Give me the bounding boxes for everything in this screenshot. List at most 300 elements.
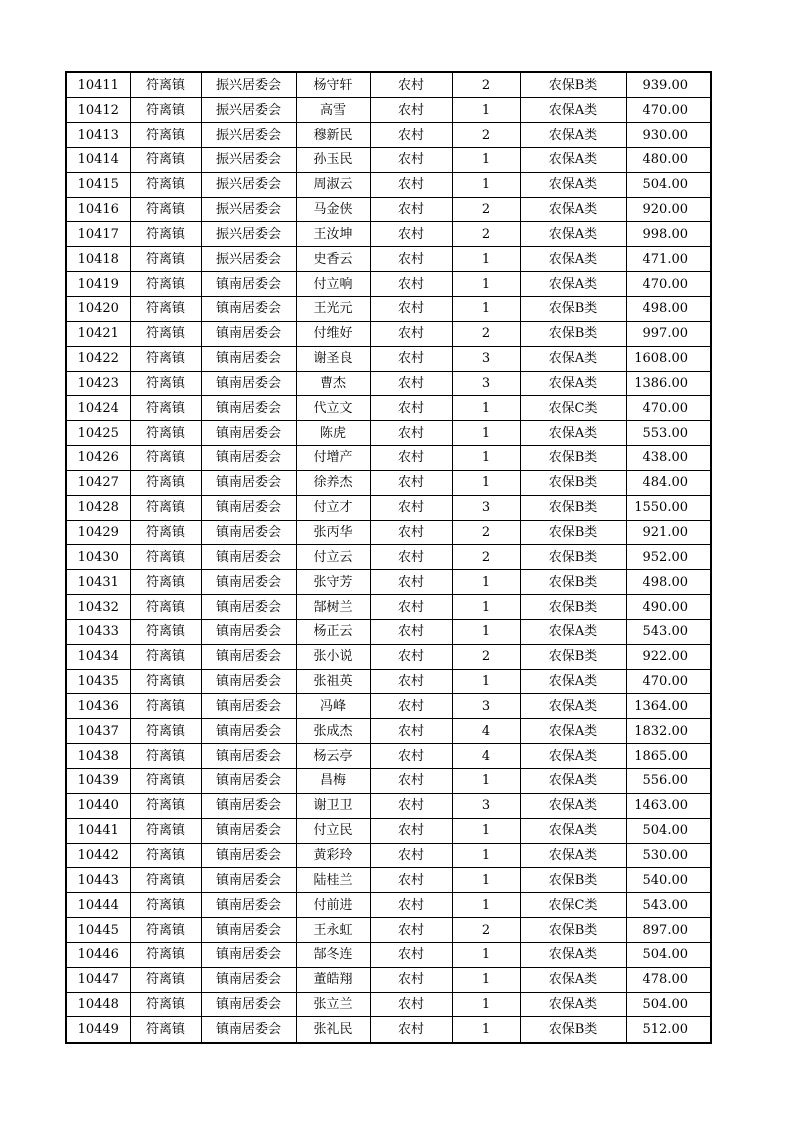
cell-count: 1	[452, 446, 520, 471]
cell-name: 杨云亭	[296, 744, 370, 769]
cell-category: 农村	[370, 992, 452, 1017]
table-body	[66, 72, 711, 1043]
cell-id: 10443	[66, 868, 130, 893]
cell-insurance-type: 农保B类	[520, 570, 626, 595]
table-row	[66, 172, 711, 197]
cell-name: 付增产	[296, 446, 370, 471]
cell-town: 符离镇	[130, 495, 201, 520]
table-row	[66, 918, 711, 943]
cell-town: 符离镇	[130, 793, 201, 818]
cell-committee: 镇南居委会	[201, 619, 296, 644]
cell-amount: 921.00	[626, 520, 711, 545]
cell-amount: 930.00	[626, 123, 711, 148]
cell-committee: 镇南居委会	[201, 545, 296, 570]
table-row	[66, 247, 711, 272]
cell-town: 符离镇	[130, 942, 201, 967]
cell-amount: 480.00	[626, 147, 711, 172]
cell-town: 符离镇	[130, 744, 201, 769]
cell-committee: 镇南居委会	[201, 346, 296, 371]
cell-name: 张守芳	[296, 570, 370, 595]
cell-committee: 镇南居委会	[201, 992, 296, 1017]
cell-id: 10421	[66, 321, 130, 346]
table-row	[66, 147, 711, 172]
cell-id: 10432	[66, 595, 130, 620]
cell-amount: 498.00	[626, 570, 711, 595]
cell-name: 史香云	[296, 247, 370, 272]
cell-name: 冯峰	[296, 694, 370, 719]
cell-committee: 镇南居委会	[201, 868, 296, 893]
cell-name: 高雪	[296, 98, 370, 123]
table-row	[66, 421, 711, 446]
cell-committee: 镇南居委会	[201, 843, 296, 868]
cell-amount: 1550.00	[626, 495, 711, 520]
cell-id: 10413	[66, 123, 130, 148]
cell-name: 董皓翔	[296, 967, 370, 992]
cell-category: 农村	[370, 296, 452, 321]
cell-category: 农村	[370, 619, 452, 644]
cell-committee: 镇南居委会	[201, 669, 296, 694]
cell-insurance-type: 农保A类	[520, 719, 626, 744]
cell-count: 1	[452, 296, 520, 321]
table-row	[66, 694, 711, 719]
cell-count: 1	[452, 147, 520, 172]
cell-count: 2	[452, 72, 520, 98]
cell-id: 10428	[66, 495, 130, 520]
cell-id: 10446	[66, 942, 130, 967]
cell-count: 1	[452, 1017, 520, 1043]
cell-count: 1	[452, 893, 520, 918]
cell-category: 农村	[370, 644, 452, 669]
cell-category: 农村	[370, 98, 452, 123]
cell-town: 符离镇	[130, 644, 201, 669]
cell-insurance-type: 农保A类	[520, 98, 626, 123]
cell-insurance-type: 农保A类	[520, 147, 626, 172]
cell-category: 农村	[370, 570, 452, 595]
cell-id: 10426	[66, 446, 130, 471]
cell-insurance-type: 农保B类	[520, 868, 626, 893]
cell-committee: 镇南居委会	[201, 893, 296, 918]
cell-name: 杨正云	[296, 619, 370, 644]
cell-amount: 543.00	[626, 619, 711, 644]
cell-committee: 振兴居委会	[201, 222, 296, 247]
table-row	[66, 570, 711, 595]
cell-name: 谢卫卫	[296, 793, 370, 818]
cell-name: 郜树兰	[296, 595, 370, 620]
cell-committee: 振兴居委会	[201, 197, 296, 222]
cell-count: 3	[452, 371, 520, 396]
cell-town: 符离镇	[130, 992, 201, 1017]
cell-category: 农村	[370, 669, 452, 694]
cell-committee: 振兴居委会	[201, 147, 296, 172]
cell-name: 孙玉民	[296, 147, 370, 172]
cell-committee: 镇南居委会	[201, 470, 296, 495]
cell-category: 农村	[370, 396, 452, 421]
cell-amount: 997.00	[626, 321, 711, 346]
cell-count: 1	[452, 843, 520, 868]
table-row	[66, 371, 711, 396]
cell-insurance-type: 农保A类	[520, 942, 626, 967]
cell-name: 谢圣良	[296, 346, 370, 371]
cell-category: 农村	[370, 346, 452, 371]
cell-town: 符离镇	[130, 172, 201, 197]
cell-town: 符离镇	[130, 446, 201, 471]
cell-committee: 振兴居委会	[201, 72, 296, 98]
cell-town: 符离镇	[130, 967, 201, 992]
cell-committee: 镇南居委会	[201, 570, 296, 595]
cell-name: 徐养杰	[296, 470, 370, 495]
cell-amount: 556.00	[626, 769, 711, 794]
table-row	[66, 321, 711, 346]
table-row	[66, 197, 711, 222]
cell-amount: 1865.00	[626, 744, 711, 769]
cell-insurance-type: 农保A类	[520, 669, 626, 694]
cell-count: 1	[452, 769, 520, 794]
table-row	[66, 644, 711, 669]
table-row	[66, 296, 711, 321]
cell-town: 符离镇	[130, 371, 201, 396]
table-row	[66, 98, 711, 123]
cell-count: 1	[452, 272, 520, 297]
cell-town: 符离镇	[130, 72, 201, 98]
cell-category: 农村	[370, 868, 452, 893]
table-row	[66, 967, 711, 992]
cell-count: 2	[452, 918, 520, 943]
cell-town: 符离镇	[130, 296, 201, 321]
table-row	[66, 595, 711, 620]
cell-id: 10445	[66, 918, 130, 943]
cell-amount: 490.00	[626, 595, 711, 620]
cell-town: 符离镇	[130, 818, 201, 843]
cell-count: 1	[452, 396, 520, 421]
cell-name: 张丙华	[296, 520, 370, 545]
cell-count: 1	[452, 942, 520, 967]
cell-town: 符离镇	[130, 98, 201, 123]
cell-count: 3	[452, 793, 520, 818]
cell-committee: 镇南居委会	[201, 520, 296, 545]
table-row	[66, 520, 711, 545]
cell-town: 符离镇	[130, 669, 201, 694]
cell-amount: 504.00	[626, 172, 711, 197]
cell-town: 符离镇	[130, 570, 201, 595]
cell-insurance-type: 农保B类	[520, 321, 626, 346]
cell-category: 农村	[370, 520, 452, 545]
cell-category: 农村	[370, 769, 452, 794]
cell-id: 10434	[66, 644, 130, 669]
cell-category: 农村	[370, 495, 452, 520]
cell-amount: 504.00	[626, 992, 711, 1017]
cell-count: 1	[452, 595, 520, 620]
cell-name: 张礼民	[296, 1017, 370, 1043]
cell-name: 付立云	[296, 545, 370, 570]
table-row	[66, 72, 711, 98]
cell-category: 农村	[370, 222, 452, 247]
cell-amount: 998.00	[626, 222, 711, 247]
table-row	[66, 495, 711, 520]
cell-insurance-type: 农保A类	[520, 197, 626, 222]
table-row	[66, 992, 711, 1017]
cell-town: 符离镇	[130, 694, 201, 719]
cell-committee: 镇南居委会	[201, 396, 296, 421]
cell-category: 农村	[370, 321, 452, 346]
cell-id: 10424	[66, 396, 130, 421]
cell-id: 10430	[66, 545, 130, 570]
table-row	[66, 942, 711, 967]
cell-insurance-type: 农保A类	[520, 843, 626, 868]
cell-category: 农村	[370, 371, 452, 396]
cell-name: 张成杰	[296, 719, 370, 744]
cell-id: 10437	[66, 719, 130, 744]
table-row	[66, 470, 711, 495]
cell-town: 符离镇	[130, 396, 201, 421]
cell-category: 农村	[370, 72, 452, 98]
cell-category: 农村	[370, 595, 452, 620]
cell-count: 2	[452, 321, 520, 346]
cell-name: 付立才	[296, 495, 370, 520]
table-row	[66, 893, 711, 918]
cell-committee: 镇南居委会	[201, 371, 296, 396]
cell-amount: 543.00	[626, 893, 711, 918]
cell-amount: 540.00	[626, 868, 711, 893]
cell-amount: 952.00	[626, 545, 711, 570]
table-row	[66, 793, 711, 818]
cell-count: 1	[452, 421, 520, 446]
cell-committee: 镇南居委会	[201, 272, 296, 297]
cell-category: 农村	[370, 719, 452, 744]
cell-town: 符离镇	[130, 918, 201, 943]
cell-id: 10429	[66, 520, 130, 545]
cell-id: 10438	[66, 744, 130, 769]
cell-committee: 镇南居委会	[201, 694, 296, 719]
cell-category: 农村	[370, 272, 452, 297]
cell-category: 农村	[370, 893, 452, 918]
cell-town: 符离镇	[130, 123, 201, 148]
cell-category: 农村	[370, 793, 452, 818]
cell-id: 10414	[66, 147, 130, 172]
cell-insurance-type: 农保A类	[520, 818, 626, 843]
table-row	[66, 744, 711, 769]
cell-id: 10436	[66, 694, 130, 719]
cell-id: 10412	[66, 98, 130, 123]
cell-insurance-type: 农保A类	[520, 967, 626, 992]
cell-id: 10416	[66, 197, 130, 222]
table-row	[66, 1017, 711, 1043]
cell-count: 1	[452, 818, 520, 843]
cell-amount: 438.00	[626, 446, 711, 471]
cell-category: 农村	[370, 123, 452, 148]
cell-town: 符离镇	[130, 470, 201, 495]
cell-amount: 553.00	[626, 421, 711, 446]
cell-id: 10427	[66, 470, 130, 495]
cell-town: 符离镇	[130, 893, 201, 918]
table-row	[66, 619, 711, 644]
cell-amount: 470.00	[626, 669, 711, 694]
table-row	[66, 818, 711, 843]
cell-insurance-type: 农保A类	[520, 744, 626, 769]
cell-id: 10444	[66, 893, 130, 918]
cell-category: 农村	[370, 744, 452, 769]
cell-category: 农村	[370, 197, 452, 222]
cell-insurance-type: 农保B类	[520, 495, 626, 520]
cell-category: 农村	[370, 918, 452, 943]
cell-category: 农村	[370, 421, 452, 446]
table-row	[66, 843, 711, 868]
cell-count: 1	[452, 619, 520, 644]
cell-insurance-type: 农保B类	[520, 520, 626, 545]
table-row	[66, 769, 711, 794]
cell-name: 王永虹	[296, 918, 370, 943]
cell-committee: 镇南居委会	[201, 719, 296, 744]
cell-insurance-type: 农保B类	[520, 545, 626, 570]
cell-amount: 897.00	[626, 918, 711, 943]
cell-id: 10417	[66, 222, 130, 247]
cell-category: 农村	[370, 172, 452, 197]
cell-category: 农村	[370, 694, 452, 719]
cell-insurance-type: 农保A类	[520, 272, 626, 297]
cell-amount: 1832.00	[626, 719, 711, 744]
cell-insurance-type: 农保A类	[520, 247, 626, 272]
cell-name: 张祖英	[296, 669, 370, 694]
cell-committee: 镇南居委会	[201, 321, 296, 346]
cell-town: 符离镇	[130, 595, 201, 620]
cell-committee: 镇南居委会	[201, 644, 296, 669]
cell-committee: 镇南居委会	[201, 918, 296, 943]
cell-town: 符离镇	[130, 719, 201, 744]
cell-name: 陆桂兰	[296, 868, 370, 893]
cell-committee: 镇南居委会	[201, 421, 296, 446]
cell-amount: 1364.00	[626, 694, 711, 719]
cell-name: 张小说	[296, 644, 370, 669]
cell-town: 符离镇	[130, 843, 201, 868]
cell-town: 符离镇	[130, 321, 201, 346]
cell-committee: 镇南居委会	[201, 967, 296, 992]
cell-name: 穆新民	[296, 123, 370, 148]
table-row	[66, 396, 711, 421]
cell-amount: 920.00	[626, 197, 711, 222]
cell-id: 10447	[66, 967, 130, 992]
cell-count: 2	[452, 520, 520, 545]
cell-count: 2	[452, 545, 520, 570]
cell-committee: 镇南居委会	[201, 595, 296, 620]
cell-count: 3	[452, 694, 520, 719]
cell-amount: 498.00	[626, 296, 711, 321]
cell-name: 马金侠	[296, 197, 370, 222]
cell-amount: 478.00	[626, 967, 711, 992]
table-row	[66, 545, 711, 570]
cell-id: 10419	[66, 272, 130, 297]
cell-name: 周淑云	[296, 172, 370, 197]
cell-town: 符离镇	[130, 222, 201, 247]
cell-count: 1	[452, 172, 520, 197]
cell-committee: 镇南居委会	[201, 942, 296, 967]
cell-insurance-type: 农保B类	[520, 446, 626, 471]
cell-id: 10423	[66, 371, 130, 396]
cell-category: 农村	[370, 818, 452, 843]
cell-category: 农村	[370, 967, 452, 992]
cell-name: 付立民	[296, 818, 370, 843]
cell-category: 农村	[370, 446, 452, 471]
cell-count: 2	[452, 644, 520, 669]
cell-count: 2	[452, 222, 520, 247]
table-row	[66, 123, 711, 148]
cell-amount: 1608.00	[626, 346, 711, 371]
cell-amount: 1386.00	[626, 371, 711, 396]
cell-category: 农村	[370, 942, 452, 967]
cell-count: 1	[452, 570, 520, 595]
cell-category: 农村	[370, 147, 452, 172]
cell-name: 付立响	[296, 272, 370, 297]
benefits-table	[65, 71, 712, 1044]
table-row	[66, 868, 711, 893]
cell-name: 付前进	[296, 893, 370, 918]
cell-town: 符离镇	[130, 272, 201, 297]
table-row	[66, 272, 711, 297]
cell-insurance-type: 农保B类	[520, 470, 626, 495]
cell-category: 农村	[370, 470, 452, 495]
cell-committee: 镇南居委会	[201, 495, 296, 520]
cell-name: 代立文	[296, 396, 370, 421]
cell-town: 符离镇	[130, 346, 201, 371]
cell-id: 10425	[66, 421, 130, 446]
cell-id: 10441	[66, 818, 130, 843]
cell-name: 陈虎	[296, 421, 370, 446]
cell-committee: 振兴居委会	[201, 172, 296, 197]
cell-amount: 484.00	[626, 470, 711, 495]
cell-count: 3	[452, 495, 520, 520]
cell-count: 1	[452, 470, 520, 495]
cell-category: 农村	[370, 545, 452, 570]
cell-amount: 939.00	[626, 72, 711, 98]
cell-committee: 振兴居委会	[201, 247, 296, 272]
cell-id: 10449	[66, 1017, 130, 1043]
cell-id: 10433	[66, 619, 130, 644]
cell-count: 3	[452, 346, 520, 371]
cell-insurance-type: 农保A类	[520, 619, 626, 644]
cell-town: 符离镇	[130, 1017, 201, 1043]
cell-count: 4	[452, 744, 520, 769]
cell-id: 10448	[66, 992, 130, 1017]
cell-id: 10420	[66, 296, 130, 321]
cell-town: 符离镇	[130, 545, 201, 570]
cell-count: 1	[452, 992, 520, 1017]
cell-count: 1	[452, 967, 520, 992]
cell-insurance-type: 农保A类	[520, 769, 626, 794]
table-row	[66, 222, 711, 247]
cell-count: 1	[452, 868, 520, 893]
cell-insurance-type: 农保B类	[520, 72, 626, 98]
table-row	[66, 669, 711, 694]
cell-category: 农村	[370, 1017, 452, 1043]
cell-insurance-type: 农保B类	[520, 296, 626, 321]
cell-town: 符离镇	[130, 520, 201, 545]
cell-town: 符离镇	[130, 868, 201, 893]
cell-count: 2	[452, 123, 520, 148]
cell-committee: 镇南居委会	[201, 793, 296, 818]
cell-name: 黄彩玲	[296, 843, 370, 868]
cell-town: 符离镇	[130, 197, 201, 222]
cell-insurance-type: 农保A类	[520, 694, 626, 719]
cell-category: 农村	[370, 843, 452, 868]
cell-id: 10411	[66, 72, 130, 98]
cell-id: 10422	[66, 346, 130, 371]
cell-insurance-type: 农保A类	[520, 421, 626, 446]
cell-committee: 镇南居委会	[201, 744, 296, 769]
cell-amount: 504.00	[626, 818, 711, 843]
cell-committee: 镇南居委会	[201, 769, 296, 794]
cell-count: 1	[452, 247, 520, 272]
cell-insurance-type: 农保A类	[520, 346, 626, 371]
cell-town: 符离镇	[130, 769, 201, 794]
cell-id: 10418	[66, 247, 130, 272]
